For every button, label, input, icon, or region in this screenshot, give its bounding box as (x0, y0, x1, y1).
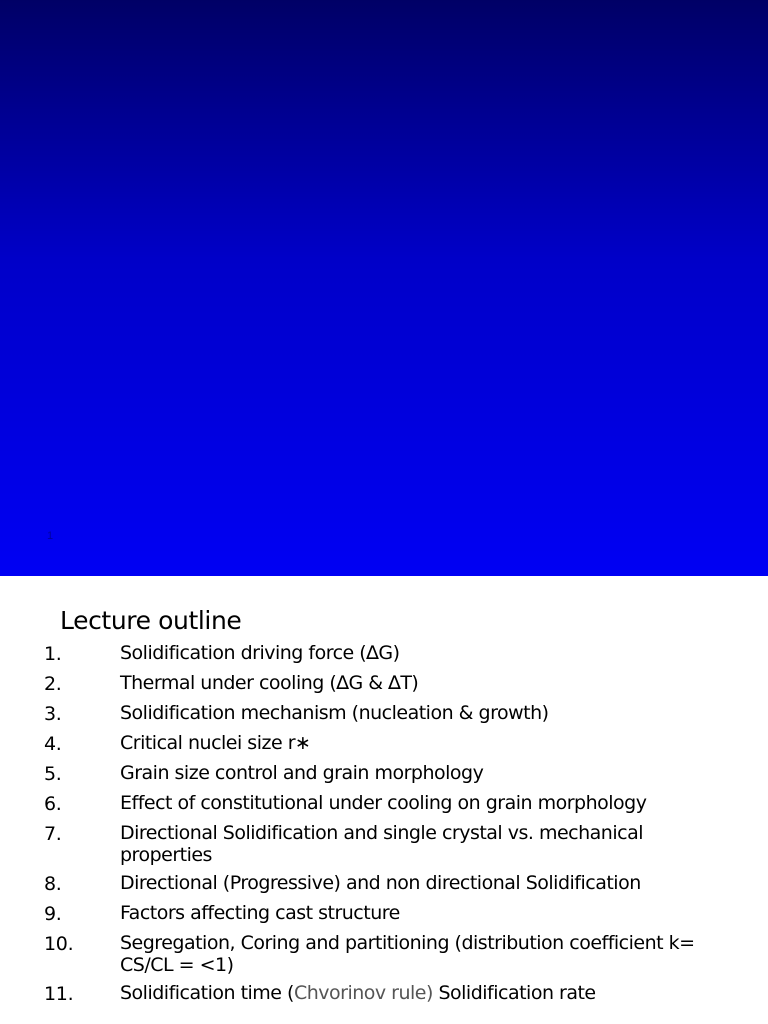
outline-item-number: 9. (44, 903, 62, 925)
outline-item-1 (0, 642, 730, 666)
outline-slide (0, 576, 768, 1024)
outline-item-number: 1. (44, 643, 62, 665)
outline-item-6 (0, 792, 730, 816)
outline-item-number: 11. (44, 983, 74, 1005)
outline-item-number: 6. (44, 793, 62, 815)
outline-item-text: Segregation, Coring and partitioning (distribution coefficient k= CS/CL = <1) (120, 932, 695, 976)
outline-item-3 (0, 702, 730, 726)
outline-item-10 (0, 932, 730, 976)
outline-item-2 (0, 672, 730, 696)
outline-title: Lecture outline (60, 606, 242, 635)
outline-item-text: Critical nuclei size r∗ (120, 732, 311, 754)
outline-item-text-part: Solidification rate (432, 982, 596, 1004)
outline-item-text (120, 982, 730, 1004)
outline-item-text: Directional (Progressive) and non directional Solidification (120, 872, 641, 894)
outline-item-text: Thermal under cooling (∆G & ∆T) (120, 672, 419, 694)
outline-item-number: 3. (44, 703, 62, 725)
outline-item-number: 7. (44, 823, 62, 845)
outline-item-text: Solidification mechanism (nucleation & growth) (120, 702, 549, 724)
outline-item-8 (0, 872, 730, 896)
outline-item-text-part: Solidification time ( (120, 982, 294, 1004)
outline-item-number: 8. (44, 873, 62, 895)
outline-item-text: Factors affecting cast structure (120, 902, 400, 924)
outline-item-11 (0, 982, 730, 1006)
outline-item-text: Grain size control and grain morphology (120, 762, 484, 784)
outline-list (0, 642, 730, 1012)
outline-item-number: 10. (44, 933, 74, 955)
outline-item-number: 4. (44, 733, 62, 755)
outline-item-text: Directional Solidification and single crystal vs. mechanical properties (120, 822, 643, 866)
outline-item-4 (0, 732, 730, 756)
outline-item-number: 2. (44, 673, 62, 695)
outline-item-5 (0, 762, 730, 786)
outline-item-text: Effect of constitutional under cooling on grain morphology (120, 792, 647, 814)
slide-number: 1 (47, 530, 54, 542)
outline-item-7 (0, 822, 730, 866)
outline-item-9 (0, 902, 730, 926)
outline-item-number: 5. (44, 763, 62, 785)
chvorinov-rule-text: Chvorinov rule) (293, 982, 433, 1004)
outline-item-text: Solidification driving force (∆G) (120, 642, 400, 664)
